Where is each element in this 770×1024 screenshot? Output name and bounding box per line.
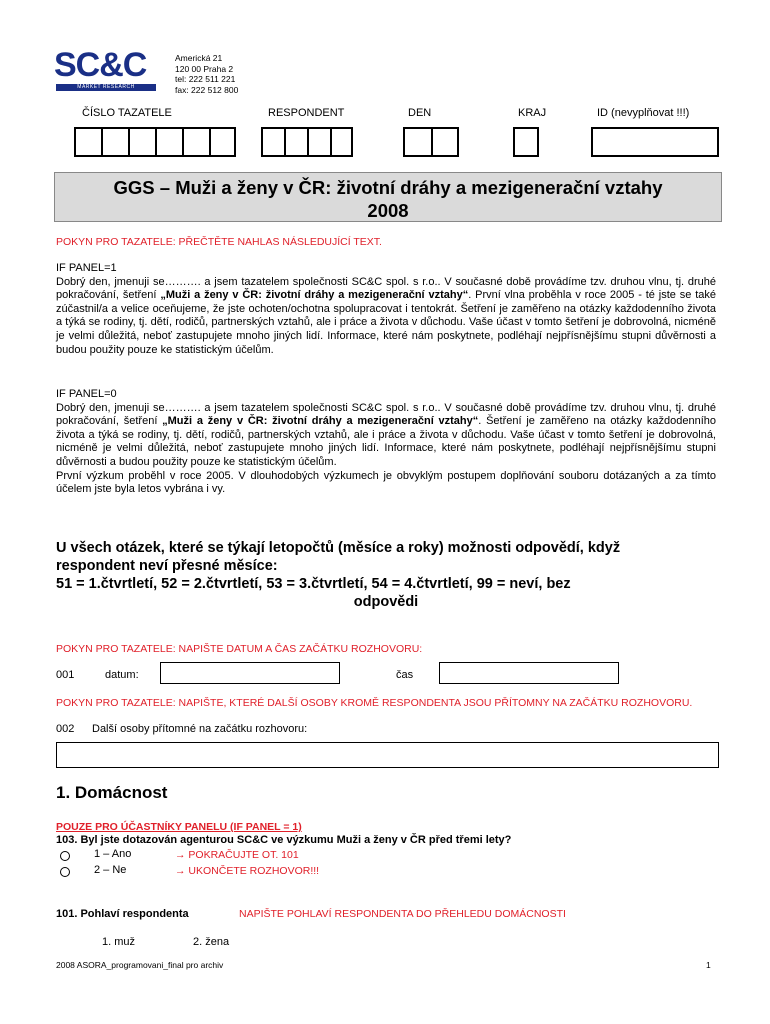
digit-box[interactable] <box>101 127 128 157</box>
label-id: ID (nevyplňovat !!!) <box>597 107 690 119</box>
label-cislo-tazatele: ČÍSLO TAZATELE <box>82 107 172 119</box>
panel1-heading: IF PANEL=1 <box>56 262 117 274</box>
digit-box[interactable] <box>74 127 101 157</box>
panel0-heading: IF PANEL=0 <box>56 388 117 400</box>
id-field[interactable] <box>591 127 719 157</box>
company-address <box>175 53 238 95</box>
digit-box[interactable] <box>209 127 236 157</box>
panel-only-note: POUZE PRO ÚČASTNÍKY PANELU (IF PANEL = 1) <box>56 821 302 833</box>
cas-input[interactable] <box>439 662 619 684</box>
digit-box[interactable] <box>155 127 182 157</box>
footer-filename: 2008 ASORA_programovani_final pro archiv <box>56 960 224 970</box>
cislo-tazatele-boxes[interactable] <box>74 127 236 157</box>
kraj-boxes[interactable] <box>513 127 539 157</box>
panel1-text: Dobrý den, jmenuji se………. a jsem tazatelem společnosti SC&C spol. s r.o.. V současné době provádíme tzv. druhou vlnu, tj. druhé pokračování, šetření „Muži a ženy v ČR: životní dráhy a mezigenerační vztahy“. První vlna proběhla v roce 2005 - té jste se také zúčastnil/a a velice oceňujeme, že jste ochoten/ochotna spolupracovat i tentokrát. Šetření je zaměřeno na otázky každodenního života a týká se rodiny, tj. dětí, rodičů, partnerských vztahů, ale i práce a života v důchodu. Vaše účast v tomto šetření je dobrovolná, nicméně je velmi důležitá, neboť zastupujete mnoho jiných lidí. Informace, které nám poskytnete, podléhají nejpřísnějšímu stupni důvěrnosti a budou použity pouze ke statistickým účelům. <box>56 275 716 356</box>
pokyn-date-time: POKYN PRO TAZATELE: NAPIŠTE DATUM A ČAS ZAČÁTKU ROZHOVORU: <box>56 643 423 655</box>
digit-box[interactable] <box>403 127 431 157</box>
q103-instr-continue: → POKRAČUJTE OT. 101 <box>175 849 299 861</box>
digit-box[interactable] <box>513 127 539 157</box>
title-line: GGS – Muži a ženy v ČR: životní dráhy a mezigenerační vztahy <box>113 177 663 198</box>
q103-option-ano: 1 – Ano <box>94 848 132 860</box>
q101-option-zena[interactable]: 2. žena <box>193 936 230 948</box>
panel0-text: Dobrý den, jmenuji se………. a jsem tazatelem společnosti SC&C spol. s r.o.. V současné době provádíme tzv. druhou vlnu, tj. druhé pokračování, šetření „Muži a ženy v ČR: životní dráhy a mezigenerační vztahy“. Šetření je zaměřeno na otázky každodenního života a týká se rodiny, tj. dětí, rodičů, partnerských vztahů, ale i práce a života v důchodu. Vaše účast v tomto šetření je dobrovolná, nicméně je velmi důležitá, neboť zastupujete mnoho jiných lidí. Informace, které nám poskytnete, podléhají nejpřísnějšímu stupni důvěrnosti a budou použity pouze ke statistickým účelům. <box>56 401 716 468</box>
label-den: DEN <box>408 107 432 119</box>
address-line: 120 00 Praha 2 <box>175 63 234 74</box>
radio-ano[interactable] <box>60 851 70 861</box>
q001-cas-label: čas <box>396 669 414 681</box>
note-line: odpovědi <box>353 594 419 610</box>
date-note <box>56 539 716 611</box>
q101-instr: NAPIŠTE POHLAVÍ RESPONDENTA DO PŘEHLEDU DOMÁCNOSTI <box>239 908 566 920</box>
respondent-boxes[interactable] <box>261 127 353 157</box>
den-boxes[interactable] <box>403 127 459 157</box>
q103-instr-end: → UKONČETE ROZHOVOR!!! <box>175 865 320 877</box>
q101-option-muz[interactable]: 1. muž <box>102 936 136 948</box>
page-number: 1 <box>706 960 711 970</box>
id-box[interactable] <box>591 127 719 157</box>
note-line: U všech otázek, které se týkají letopočtů (měsíce a roky) možnosti odpovědí, když <box>56 540 621 556</box>
note-line: respondent neví přesné měsíce: <box>56 558 278 574</box>
pokyn-read-aloud: POKYN PRO TAZATELE: PŘEČTĚTE NAHLAS NÁSLEDUJÍCÍ TEXT. <box>56 236 382 248</box>
q001-datum-label: datum: <box>105 669 139 681</box>
survey-title <box>54 172 722 222</box>
pokyn-other-persons: POKYN PRO TAZATELE: NAPIŠTE, KTERÉ DALŠÍ OSOBY KROMĚ RESPONDENTA JSOU PŘÍTOMNY NA ZAČÁTKU ROZHOVORU. <box>56 697 693 709</box>
note-line: 51 = 1.čtvrtletí, 52 = 2.čtvrtletí, 53 = 3.čtvrtletí, 54 = 4.čtvrtletí, 99 = neví, bez <box>56 576 571 592</box>
address-line: fax: 222 512 800 <box>175 84 239 95</box>
address-line: tel: 222 511 221 <box>175 74 236 84</box>
digit-box[interactable] <box>182 127 209 157</box>
q001-number: 001 <box>56 669 75 681</box>
address-line: Americká 21 <box>175 53 223 63</box>
q101-text: 101. Pohlaví respondenta <box>56 908 189 920</box>
label-respondent: RESPONDENT <box>268 107 345 119</box>
datum-input[interactable] <box>160 662 340 684</box>
title-year: 2008 <box>367 200 409 221</box>
panel1-intro <box>56 262 716 357</box>
q002-text: Další osoby přítomné na začátku rozhovoru: <box>92 723 308 735</box>
q103-text: 103. Byl jste dotazován agenturou SC&C ve výzkumu Muži a ženy v ČR před třemi lety? <box>56 834 512 846</box>
panel0-text-2: První výzkum proběhl v roce 2005. V dlouhodobých výzkumech je obvyklým postupem doplňování souboru dotázaných a za tímto účelem jste byla letos vybrána i vy. <box>56 469 716 496</box>
q103-option-ne: 2 – Ne <box>94 864 127 876</box>
digit-box[interactable] <box>431 127 459 157</box>
digit-box[interactable] <box>307 127 330 157</box>
digit-box[interactable] <box>284 127 307 157</box>
digit-box[interactable] <box>330 127 353 157</box>
radio-ne[interactable] <box>60 867 70 877</box>
company-logo: SC&C <box>54 46 147 84</box>
label-kraj: KRAJ <box>518 107 547 119</box>
logo-tagline: MARKET RESEARCH <box>56 84 156 91</box>
q002-number: 002 <box>56 723 75 735</box>
digit-box[interactable] <box>261 127 284 157</box>
digit-box[interactable] <box>128 127 155 157</box>
panel0-intro <box>56 388 716 497</box>
other-persons-input[interactable] <box>56 742 719 768</box>
section-heading: 1. Domácnost <box>56 783 168 802</box>
